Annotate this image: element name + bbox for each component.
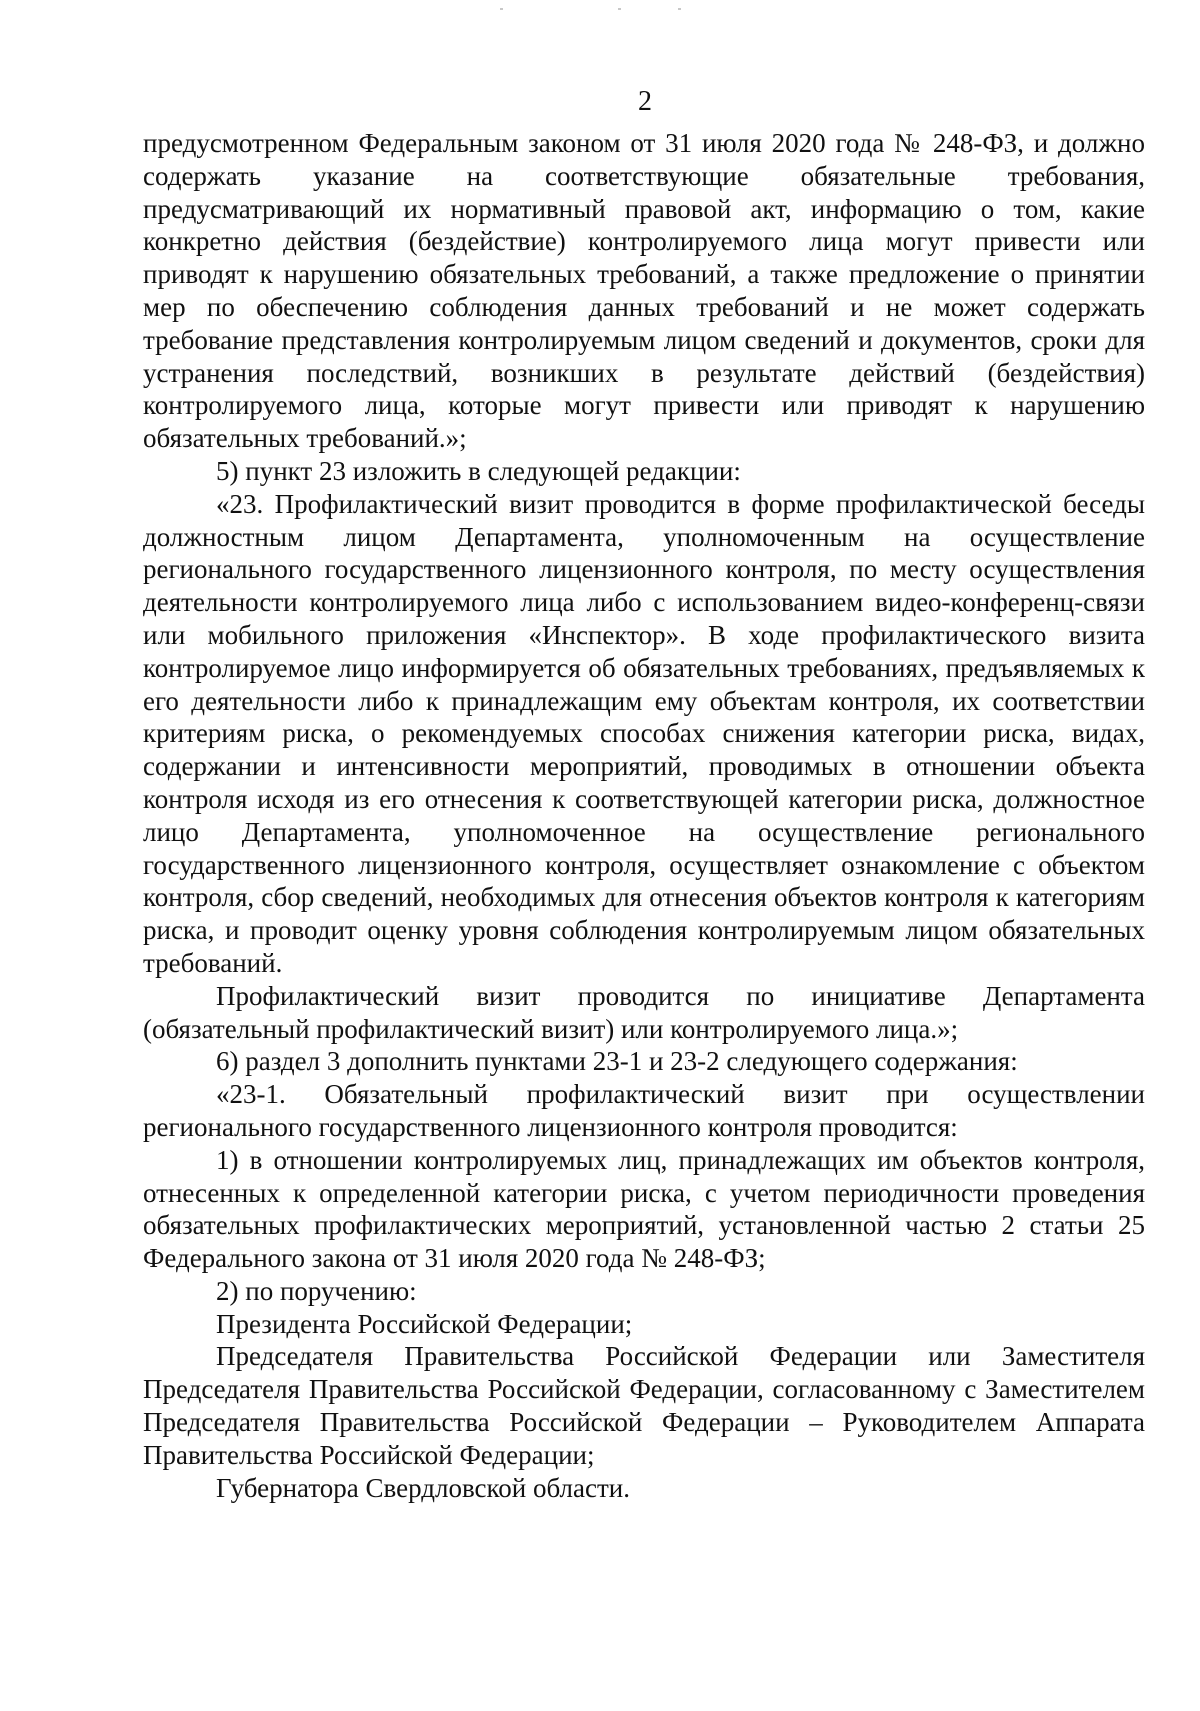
paragraph-subitem-1: 1) в отношении контролируемых лиц, принадлежащих им объектов контроля, отнесенных к определенной категории риска, с учетом периодичности проведения обязательных профилактических мероприятий, установленной частью 2 статьи 25 Федерального закона от 31 июля 2020 года № 248-ФЗ; — [143, 1144, 1145, 1274]
paragraph-visit-initiative: Профилактический визит проводится по инициативе Департамента (обязательный профилактический визит) или контролируемого лица.»; — [143, 980, 1145, 1044]
paragraph-president: Президента Российской Федерации; — [216, 1308, 633, 1339]
paragraph-continuation: предусмотренном Федеральным законом от 31 июля 2020 года № 248-ФЗ, и должно содержать указание на соответствующие обязательные требования, предусматривающий их нормативный правовой акт, информацию о том, какие конкретно действия (бездействие) контролируемого лица могут привести или приводят к нарушению обязательных требований, а также предложение о принятии мер по обеспечению соблюдения данных требований и не может содержать требование представления контролируемым лицом сведений и документов, сроки для устранения последствий, возникших в результате действий (бездействия) контролируемого лица, которые могут привести или приводят к нарушению обязательных требований.»; — [143, 128, 1145, 454]
paragraph-chairman: Председателя Правительства Российской Федерации или Заместителя Председателя Правительства Российской Федерации, согласованному с Заместителем Председателя Правительства Российской Федерации – Руководителем Аппарата Правительства Российской Федерации; — [143, 1341, 1145, 1470]
paragraph-item-6: 6) раздел 3 дополнить пунктами 23-1 и 23-2 следующего содержания: — [216, 1046, 1018, 1077]
paragraph-governor: Губернатора Свердловской области. — [216, 1472, 630, 1503]
scan-artifacts — [500, 8, 760, 12]
document-body — [143, 127, 1145, 1504]
page-number: 2 — [638, 86, 652, 117]
paragraph-subitem-2: 2) по поручению: — [216, 1275, 417, 1306]
paragraph-clause-23: «23. Профилактический визит проводится в форме профилактической беседы должностным лицом Департамента, уполномоченным на осуществление регионального государственного лицензионного контроля, по месту осуществления деятельности контролируемого лица либо с использованием видео-конференц-связи или мобильного приложения «Инспектор». В ходе профилактического визита контролируемое лицо информируется об обязательных требованиях, предъявляемых к его деятельности либо к принадлежащим ему объектам контроля, их соответствии критериям риска, о рекомендуемых способах снижения категории риска, видах, содержании и интенсивности мероприятий, проводимых в отношении объекта контроля исходя из его отнесения к соответствующей категории риска, должностное лицо Департамента, уполномоченное на осуществление регионального государственного лицензионного контроля, осуществляет ознакомление с объектом контроля, сбор сведений, необходимых для отнесения объектов контроля к категориям риска, и проводит оценку уровня соблюдения контролируемым лицом обязательных требований. — [143, 488, 1145, 978]
paragraph-clause-23-1: «23-1. Обязательный профилактический визит при осуществлении регионального государственного лицензионного контроля проводится: — [143, 1079, 1145, 1142]
paragraph-item-5: 5) пункт 23 изложить в следующей редакции: — [216, 455, 741, 486]
